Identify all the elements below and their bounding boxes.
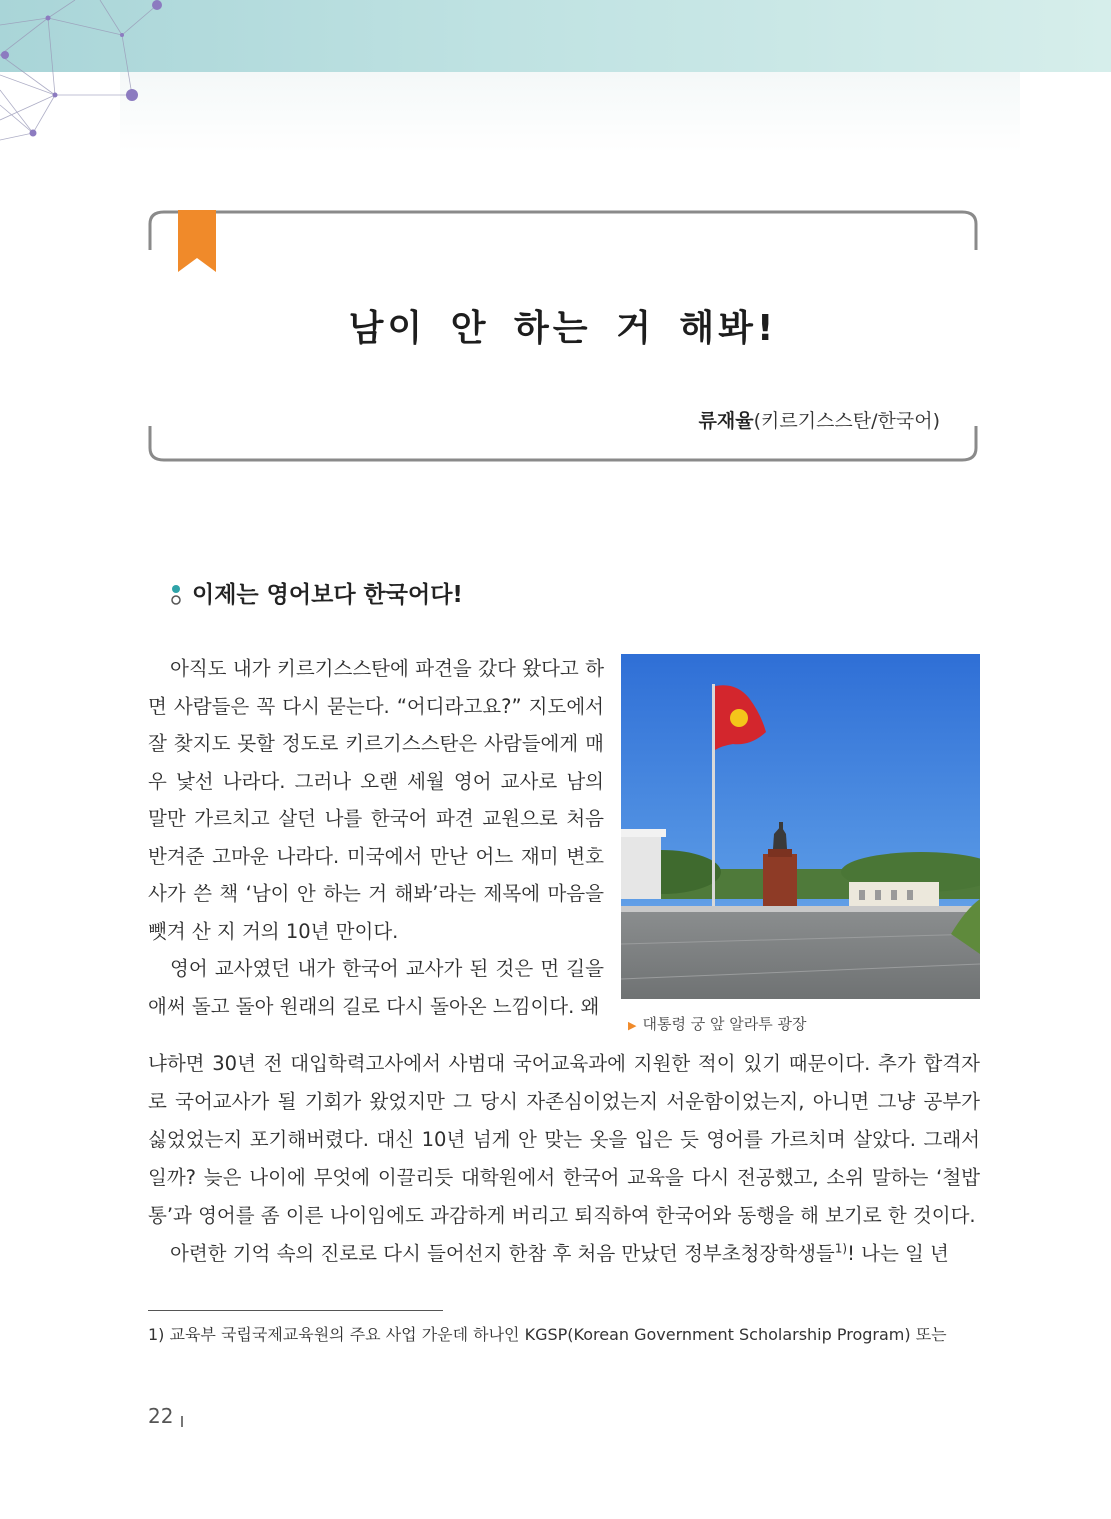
paragraph-2-start: 영어 교사였던 내가 한국어 교사가 된 것은 먼 길을 애써 돌고 돌아 원래의 길로 다시 돌아온 느낌이다. 왜 [148, 957, 604, 1018]
caption-marker-icon: ▶ [628, 1019, 637, 1032]
author-affiliation: (키르기스스탄/한국어) [753, 410, 940, 432]
body-column-full [148, 1045, 980, 1273]
paragraph-3-tail: ! 나는 일 년 [847, 1242, 949, 1265]
header-band-fade [120, 72, 1020, 152]
paragraph-2-continued: 냐하면 30년 전 대입학력고사에서 사범대 국어교육과에 지원한 적이 있기 때문이다. 추가 합격자로 국어교사가 될 기회가 왔었지만 그 당시 자존심이었는지 서운함이었는지, 아니면 그냥 공부가 싫었었는지 포기해버렸다. 대신 10년 넘게 안 맞는 옷을 입은 듯 영어를 가르치며 살았다. 그래서일까? 늦은 나이에 무엇에 이끌리듯 대학원에서 한국어 교육을 다시 전공했고, 소위 말하는 ‘철밥통’과 영어를 좀 이른 나이임에도 과감하게 버리고 퇴직하여 한국어와 동행을 해 보기로 한 것이다. [148, 1052, 980, 1227]
photo-image [621, 654, 980, 999]
photo-caption [628, 1013, 806, 1034]
author-name: 류재율 [698, 410, 754, 432]
footnote-divider [148, 1310, 443, 1311]
page-number: 22 [148, 1404, 174, 1428]
photo-ala-too-square [621, 654, 980, 999]
bookmark-ribbon-icon [178, 210, 216, 274]
article-title: 남이 안 하는 거 해봐! [348, 308, 778, 349]
network-decoration [0, 0, 170, 150]
footnote-ref[interactable]: 1) [834, 1241, 848, 1256]
section-bullet-icon [170, 582, 182, 606]
section-heading: 이제는 영어보다 한국어다! [192, 582, 463, 608]
photo-caption-text: 대통령 궁 앞 알라투 광장 [642, 1015, 807, 1033]
page-number-separator [181, 1416, 183, 1427]
title-frame [148, 210, 978, 462]
paragraph-3 [148, 1235, 980, 1273]
footnote: 1) 교육부 국립국제교육원의 주요 사업 가운데 하나인 KGSP(Korean Government Scholarship Program) 또는 [148, 1325, 947, 1344]
paragraph-1: 아직도 내가 키르기스스탄에 파견을 갔다 왔다고 하면 사람들은 꼭 다시 묻는다. “어디라고요?” 지도에서 잘 찾지도 못할 정도로 키르기스스탄은 사람들에게 매우 낯선 나라다. 그러나 오랜 세월 영어 교사로 남의 말만 가르치고 살던 나를 한국어 파견 교원으로 처음 반겨준 고마운 나라다. 미국에서 만난 어느 재미 변호사가 쓴 책 ‘남이 안 하는 거 해봐’라는 제목에 마음을 뺏겨 산 지 거의 10년 만이다. [148, 657, 604, 943]
byline [699, 406, 940, 433]
paragraph-3-text: 아련한 기억 속의 진로로 다시 들어선지 한참 후 처음 만났던 정부초청장학생들 [170, 1242, 835, 1265]
body-column-narrow [148, 650, 604, 1025]
